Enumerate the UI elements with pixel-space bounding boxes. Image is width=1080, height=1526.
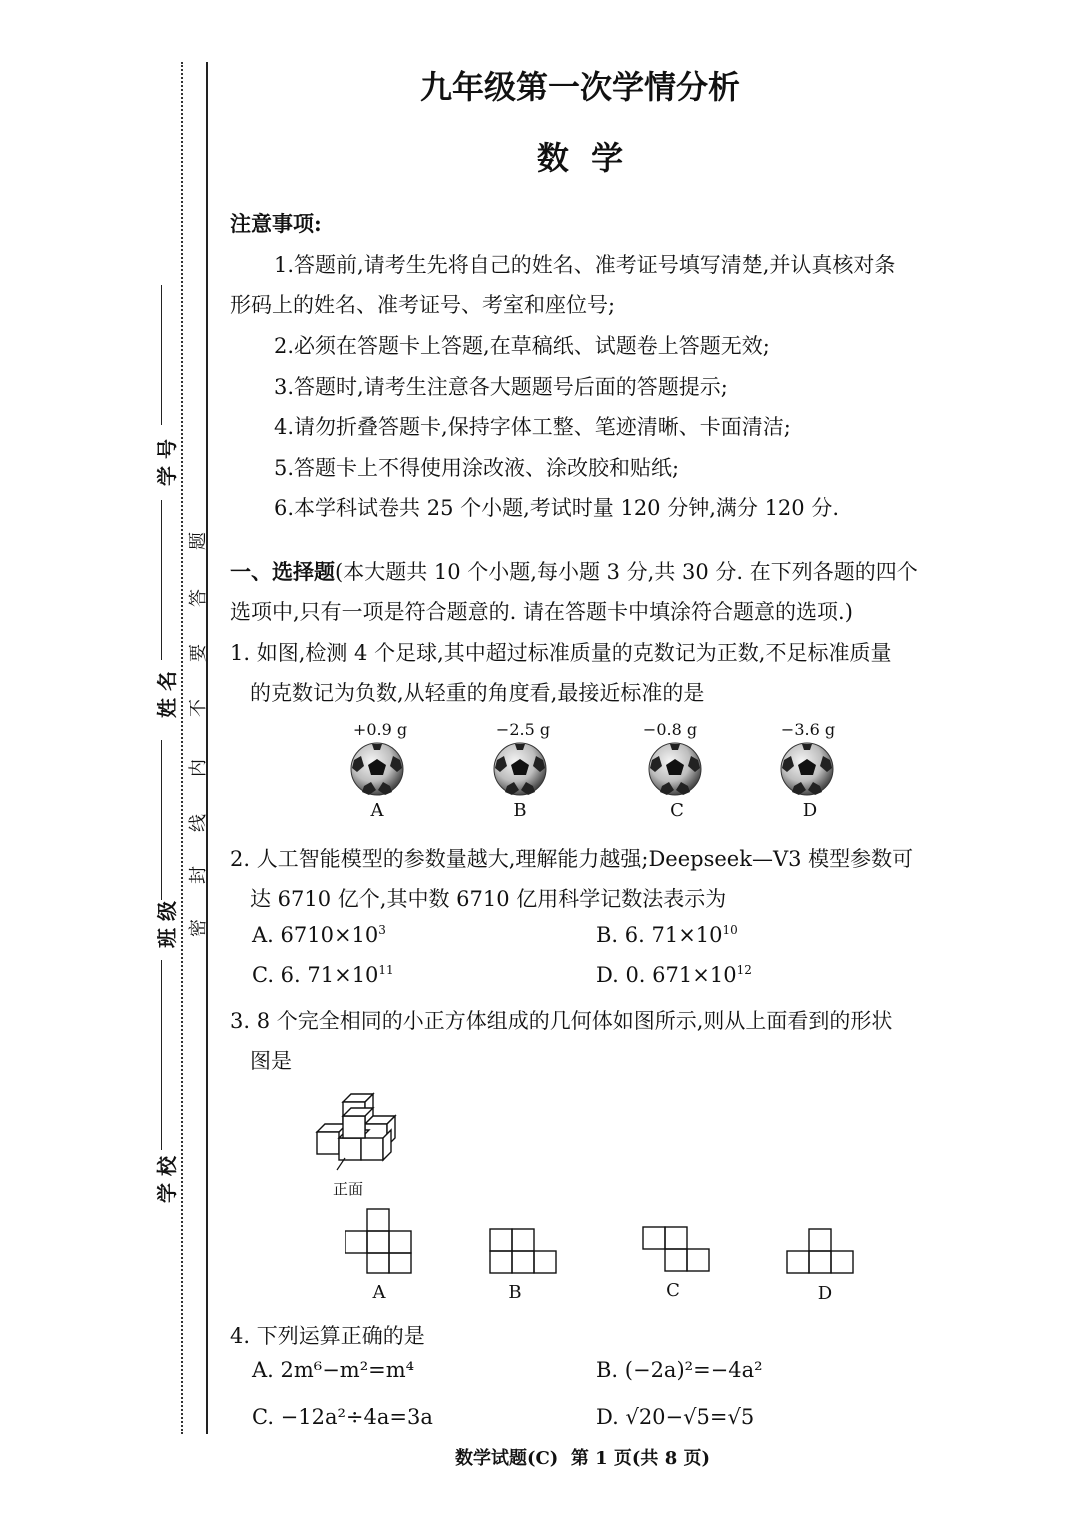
front-view-label: 正面	[333, 1180, 364, 1198]
ball-d-letter: D	[802, 800, 818, 821]
q2-option-b[interactable]	[596, 923, 738, 947]
ball-d-mass-label: −3.6 g	[780, 720, 836, 739]
section-heading	[230, 556, 918, 586]
q3-option-b-figure[interactable]	[489, 1228, 559, 1274]
section-description-line2: 选项中,只有一项是符合题意的. 请在答题卡中填涂符合题意的选项.)	[230, 600, 853, 624]
question-2-text-line2: 达 6710 亿个,其中数 6710 亿用科学记数法表示为	[250, 887, 727, 911]
seal-char: 不	[188, 699, 209, 717]
question-4-text: 4. 下列运算正确的是	[230, 1324, 425, 1348]
q3-option-d-letter: D	[817, 1283, 833, 1304]
q2-option-a-base: A. 6710×10	[252, 923, 379, 947]
question-1-text: 1. 如图,检测 4 个足球,其中超过标准质量的克数记为正数,不足标准质量	[230, 641, 892, 665]
exam-title: 九年级第一次学情分析	[419, 68, 740, 106]
page-footer: 数学试题(C) 第 1 页(共 8 页)	[454, 1448, 711, 1469]
margin-border-line	[206, 62, 208, 1434]
school-field-line[interactable]	[161, 960, 162, 1150]
school-label: 学 校	[154, 1156, 179, 1203]
class-field-line[interactable]	[161, 740, 162, 900]
soccer-ball-b-icon	[493, 742, 547, 796]
seal-char: 密	[188, 919, 209, 937]
notice-line: 形码上的姓名、准考证号、考室和座位号;	[230, 293, 616, 317]
student-number-field-line[interactable]	[161, 285, 162, 425]
q2-option-c-base: C. 6. 71×10	[252, 963, 379, 987]
notice-line: 3.答题时,请考生注意各大题题号后面的答题提示;	[274, 375, 728, 399]
q2-option-d-base: D. 0. 671×10	[596, 963, 737, 987]
soccer-ball-c-icon	[648, 742, 702, 796]
soccer-ball-a-icon	[350, 742, 404, 796]
subject-title: 数 学	[536, 139, 624, 177]
notice-line: 5.答题卡上不得使用涂改液、涂改胶和贴纸;	[274, 456, 680, 480]
seal-char: 线	[188, 814, 209, 832]
q3-option-c-letter: C	[666, 1280, 680, 1301]
soccer-ball-d-icon	[780, 742, 834, 796]
question-1-text-line2: 的克数记为负数,从轻重的角度看,最接近标准的是	[250, 681, 705, 705]
q3-option-d-figure[interactable]	[786, 1228, 856, 1276]
binding-margin	[0, 0, 220, 1526]
q2-option-b-base: B. 6. 71×10	[596, 923, 723, 947]
q2-option-a[interactable]	[252, 923, 386, 947]
q2-option-d-exp: 12	[736, 963, 752, 977]
ball-a-letter: A	[370, 800, 384, 821]
q4-option-c[interactable]: C. −12a²÷4a=3a	[252, 1405, 433, 1429]
notice-line: 6.本学科试卷共 25 个小题,考试时量 120 分钟,满分 120 分.	[274, 496, 839, 520]
question-3-text: 3. 8 个完全相同的小正方体组成的几何体如图所示,则从上面看到的形状	[230, 1009, 893, 1033]
q4-option-b[interactable]: B. (−2a)²=−4a²	[596, 1358, 763, 1382]
class-label: 班 级	[154, 901, 179, 948]
section-title: 一、选择题	[230, 559, 335, 584]
notice-line: 2.必须在答题卡上答题,在草稿纸、试题卷上答题无效;	[274, 334, 770, 358]
seal-char: 要	[188, 644, 209, 662]
ball-c-letter: C	[670, 800, 684, 821]
name-label: 姓 名	[154, 671, 179, 718]
question-3-text-line2: 图是	[250, 1049, 292, 1073]
seal-char: 题	[188, 532, 209, 550]
seal-char: 封	[188, 866, 209, 884]
ball-b-mass-label: −2.5 g	[495, 720, 551, 739]
q4-option-a[interactable]: A. 2m⁶−m²=m⁴	[252, 1358, 415, 1382]
q2-option-c[interactable]	[252, 963, 394, 987]
q2-option-d[interactable]	[596, 963, 752, 987]
ball-c-mass-label: −0.8 g	[642, 720, 698, 739]
name-field-line[interactable]	[161, 500, 162, 660]
notice-line: 1.答题前,请考生先将自己的姓名、准考证号填写清楚,并认真核对条	[274, 253, 896, 277]
seal-char: 内	[188, 759, 209, 777]
question-2-text: 2. 人工智能模型的参数量越大,理解能力越强;Deepseek—V3 模型参数可	[230, 847, 914, 871]
q2-option-c-exp: 11	[378, 963, 394, 977]
student-number-label: 学 号	[154, 439, 179, 486]
ball-a-mass-label: +0.9 g	[352, 720, 408, 739]
cube-solid-figure	[315, 1082, 415, 1172]
notice-line: 4.请勿折叠答题卡,保持字体工整、笔迹清晰、卡面清洁;	[274, 415, 791, 439]
q3-option-a-figure[interactable]	[345, 1208, 413, 1274]
seal-char: 答	[188, 589, 209, 607]
q2-option-a-exp: 3	[378, 923, 386, 937]
section-description: (本大题共 10 个小题,每小题 3 分,共 30 分. 在下列各题的四个	[335, 560, 918, 584]
q3-option-a-letter: A	[372, 1282, 386, 1303]
q3-option-b-letter: B	[508, 1282, 522, 1303]
q2-option-b-exp: 10	[722, 923, 738, 937]
notice-heading: 注意事项:	[230, 211, 322, 236]
q4-option-d[interactable]: D. √20−√5=√5	[596, 1405, 755, 1429]
q3-option-c-figure[interactable]	[642, 1226, 712, 1274]
ball-b-letter: B	[513, 800, 527, 821]
dotted-cut-line	[181, 62, 183, 1434]
